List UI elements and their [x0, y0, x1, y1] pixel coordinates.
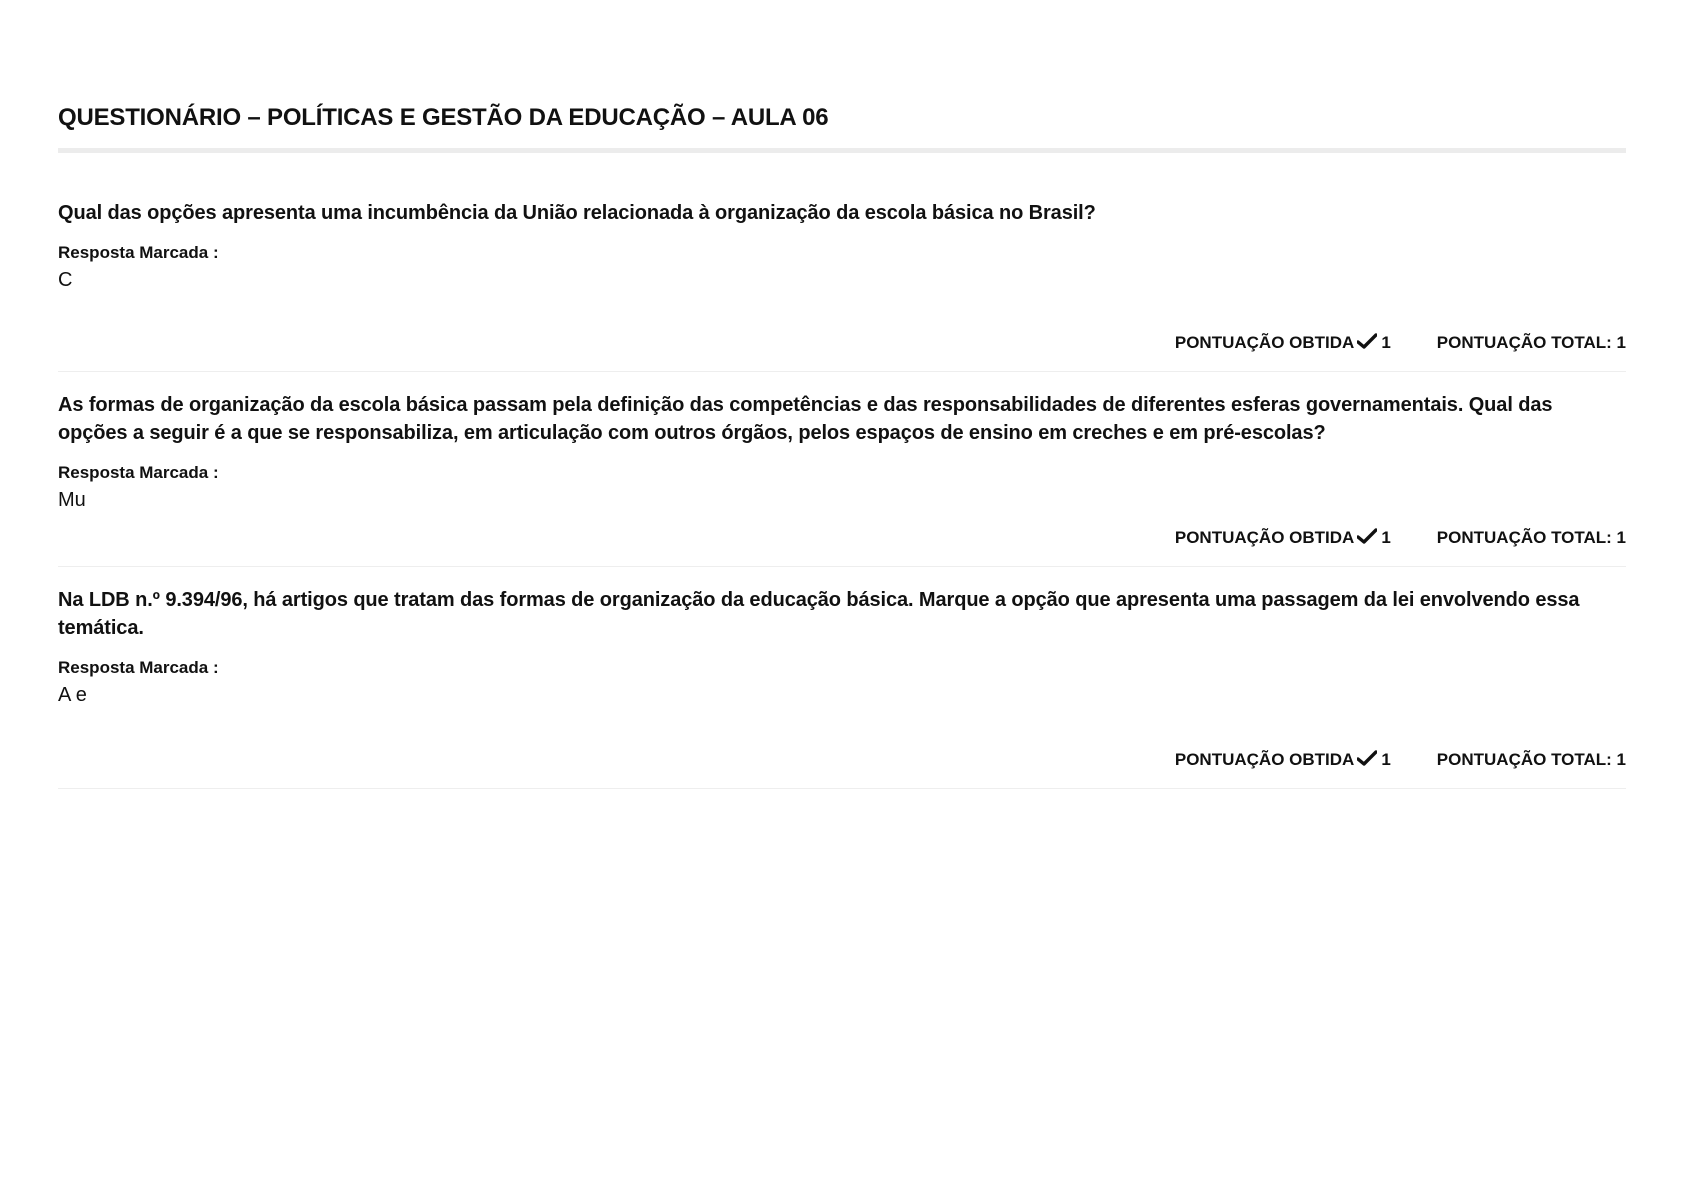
title-divider — [58, 148, 1626, 153]
score-total: PONTUAÇÃO TOTAL: 1 — [1436, 333, 1626, 352]
answer-label: Resposta Marcada : — [58, 658, 219, 677]
answer-value: A e — [58, 684, 87, 706]
question-text: Qual das opções apresenta uma incumbência da União relacionada à organização da escola básica no Brasil? — [58, 202, 1096, 224]
question-item-3 — [58, 586, 1626, 789]
score-obtained-value: 1 — [1381, 750, 1391, 769]
question-divider — [58, 788, 1626, 789]
score-row — [58, 527, 1626, 549]
question-text: Na LDB n.º 9.394/96, há artigos que tratam das formas de organização da educação básica. Marque a opção que apresenta uma passagem da lei envolvendo essa temática. — [58, 589, 1580, 639]
score-obtained — [1175, 527, 1391, 549]
question-divider — [58, 566, 1626, 567]
question-text: As formas de organização da escola básica passam pela definição das competências e das responsabilidades de diferentes esferas governamentais. Qual das opções a seguir é a que se responsabiliza, em articulação com outros órgãos, pelos espaços de ensino em creches e em pré-escolas? — [58, 394, 1553, 444]
check-icon — [1357, 333, 1377, 349]
score-obtained-value: 1 — [1381, 333, 1391, 352]
check-icon — [1357, 750, 1377, 766]
score-obtained-label: PONTUAÇÃO OBTIDA — [1174, 333, 1355, 352]
score-total: PONTUAÇÃO TOTAL: 1 — [1436, 750, 1626, 769]
question-divider — [58, 371, 1626, 372]
answer-value: C — [58, 269, 73, 291]
answer-label: Resposta Marcada : — [58, 463, 219, 482]
score-obtained-value: 1 — [1381, 528, 1391, 547]
answer-value: Mu — [58, 489, 86, 511]
score-obtained — [1175, 332, 1391, 354]
score-row — [58, 332, 1626, 354]
question-item-2 — [58, 391, 1626, 567]
score-obtained-label: PONTUAÇÃO OBTIDA — [1174, 528, 1355, 547]
answer-label: Resposta Marcada : — [58, 243, 219, 262]
score-total: PONTUAÇÃO TOTAL: 1 — [1436, 528, 1626, 547]
score-obtained-label: PONTUAÇÃO OBTIDA — [1174, 750, 1355, 769]
score-obtained — [1175, 749, 1391, 771]
check-icon — [1357, 528, 1377, 544]
question-item-1 — [58, 199, 1626, 372]
page-title: QUESTIONÁRIO – POLÍTICAS E GESTÃO DA EDUCAÇÃO – AULA 06 — [58, 104, 829, 131]
score-row — [58, 749, 1626, 771]
question-list — [58, 199, 1626, 789]
